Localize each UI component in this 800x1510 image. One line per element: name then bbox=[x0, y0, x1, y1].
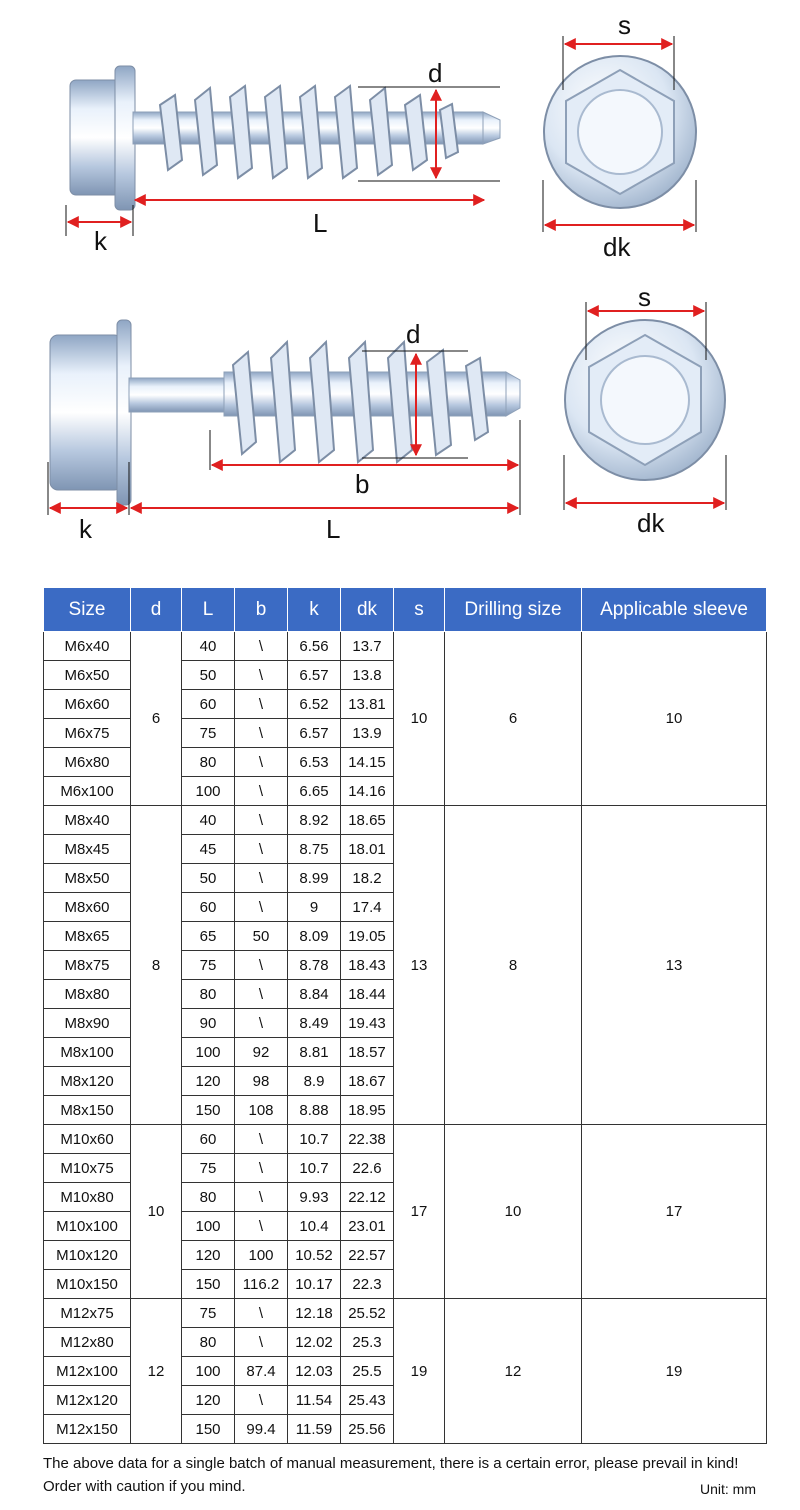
cell-k: 11.59 bbox=[288, 1415, 341, 1444]
cell-applicable-sleeve: 19 bbox=[582, 1299, 767, 1444]
cell-size: M10x150 bbox=[44, 1270, 131, 1299]
header-drilling-size: Drilling size bbox=[445, 588, 582, 632]
cell-drilling-size: 10 bbox=[445, 1125, 582, 1299]
cell-dk: 17.4 bbox=[341, 893, 394, 922]
cell-b: \ bbox=[235, 1009, 288, 1038]
cell-b: \ bbox=[235, 1386, 288, 1415]
cell-k: 6.65 bbox=[288, 777, 341, 806]
cell-k: 11.54 bbox=[288, 1386, 341, 1415]
cell-k: 12.03 bbox=[288, 1357, 341, 1386]
cell-b: 50 bbox=[235, 922, 288, 951]
cell-L: 100 bbox=[182, 1212, 235, 1241]
cell-b: \ bbox=[235, 777, 288, 806]
cell-L: 100 bbox=[182, 1038, 235, 1067]
cell-size: M6x60 bbox=[44, 690, 131, 719]
cell-L: 120 bbox=[182, 1067, 235, 1096]
cell-L: 60 bbox=[182, 1125, 235, 1154]
header-size: Size bbox=[44, 588, 131, 632]
cell-dk: 14.16 bbox=[341, 777, 394, 806]
label-d-top: d bbox=[428, 58, 443, 88]
cell-dk: 25.56 bbox=[341, 1415, 394, 1444]
cell-k: 8.49 bbox=[288, 1009, 341, 1038]
cell-b: \ bbox=[235, 864, 288, 893]
screw-head-view-top bbox=[543, 10, 696, 262]
cell-k: 8.92 bbox=[288, 806, 341, 835]
unit-label: Unit: mm bbox=[700, 1481, 756, 1497]
cell-applicable-sleeve: 10 bbox=[582, 632, 767, 806]
cell-k: 6.56 bbox=[288, 632, 341, 661]
cell-drilling-size: 8 bbox=[445, 806, 582, 1125]
cell-size: M12x150 bbox=[44, 1415, 131, 1444]
cell-size: M8x50 bbox=[44, 864, 131, 893]
label-d-bottom: d bbox=[406, 319, 421, 349]
cell-dk: 22.57 bbox=[341, 1241, 394, 1270]
footnote: The above data for a single batch of manual measurement, there is a certain error, please prevail in kind! Order with caution if you mind. bbox=[43, 1455, 739, 1495]
cell-size: M8x60 bbox=[44, 893, 131, 922]
cell-size: M12x100 bbox=[44, 1357, 131, 1386]
cell-b: 92 bbox=[235, 1038, 288, 1067]
cell-L: 40 bbox=[182, 632, 235, 661]
cell-dk: 25.52 bbox=[341, 1299, 394, 1328]
cell-b: 99.4 bbox=[235, 1415, 288, 1444]
cell-dk: 22.12 bbox=[341, 1183, 394, 1212]
cell-k: 8.9 bbox=[288, 1067, 341, 1096]
cell-d: 10 bbox=[131, 1125, 182, 1299]
cell-applicable-sleeve: 13 bbox=[582, 806, 767, 1125]
cell-size: M12x120 bbox=[44, 1386, 131, 1415]
specification-table bbox=[43, 587, 767, 1444]
cell-s: 19 bbox=[394, 1299, 445, 1444]
cell-L: 50 bbox=[182, 864, 235, 893]
cell-L: 80 bbox=[182, 748, 235, 777]
cell-L: 45 bbox=[182, 835, 235, 864]
cell-dk: 23.01 bbox=[341, 1212, 394, 1241]
cell-k: 8.84 bbox=[288, 980, 341, 1009]
cell-dk: 19.43 bbox=[341, 1009, 394, 1038]
cell-size: M10x120 bbox=[44, 1241, 131, 1270]
cell-dk: 22.38 bbox=[341, 1125, 394, 1154]
cell-k: 10.52 bbox=[288, 1241, 341, 1270]
cell-dk: 25.43 bbox=[341, 1386, 394, 1415]
table-row bbox=[44, 1125, 767, 1154]
cell-b: \ bbox=[235, 893, 288, 922]
cell-drilling-size: 6 bbox=[445, 632, 582, 806]
cell-d: 12 bbox=[131, 1299, 182, 1444]
header-L: L bbox=[182, 588, 235, 632]
cell-k: 8.78 bbox=[288, 951, 341, 980]
cell-dk: 18.44 bbox=[341, 980, 394, 1009]
cell-k: 8.75 bbox=[288, 835, 341, 864]
cell-b: 87.4 bbox=[235, 1357, 288, 1386]
cell-L: 75 bbox=[182, 1299, 235, 1328]
header-dk: dk bbox=[341, 588, 394, 632]
cell-dk: 22.6 bbox=[341, 1154, 394, 1183]
cell-size: M12x80 bbox=[44, 1328, 131, 1357]
screw-dimension-drawings bbox=[0, 0, 800, 580]
screw-side-view-bottom bbox=[48, 319, 520, 544]
cell-size: M6x40 bbox=[44, 632, 131, 661]
cell-b: \ bbox=[235, 661, 288, 690]
cell-size: M10x75 bbox=[44, 1154, 131, 1183]
screw-head-view-bottom bbox=[564, 282, 726, 538]
cell-k: 8.88 bbox=[288, 1096, 341, 1125]
cell-d: 8 bbox=[131, 806, 182, 1125]
cell-size: M6x80 bbox=[44, 748, 131, 777]
cell-dk: 18.67 bbox=[341, 1067, 394, 1096]
cell-dk: 18.57 bbox=[341, 1038, 394, 1067]
cell-b: \ bbox=[235, 1299, 288, 1328]
cell-b: \ bbox=[235, 719, 288, 748]
cell-k: 8.09 bbox=[288, 922, 341, 951]
cell-dk: 25.3 bbox=[341, 1328, 394, 1357]
cell-k: 10.17 bbox=[288, 1270, 341, 1299]
cell-L: 75 bbox=[182, 719, 235, 748]
label-k-bottom: k bbox=[79, 514, 92, 544]
cell-L: 50 bbox=[182, 661, 235, 690]
cell-k: 6.53 bbox=[288, 748, 341, 777]
cell-k: 8.99 bbox=[288, 864, 341, 893]
cell-L: 40 bbox=[182, 806, 235, 835]
label-L-bottom: L bbox=[326, 514, 341, 544]
cell-s: 10 bbox=[394, 632, 445, 806]
cell-size: M8x80 bbox=[44, 980, 131, 1009]
cell-b: \ bbox=[235, 835, 288, 864]
label-dk-bottom: dk bbox=[637, 508, 665, 538]
cell-L: 100 bbox=[182, 1357, 235, 1386]
cell-b: \ bbox=[235, 690, 288, 719]
cell-size: M8x100 bbox=[44, 1038, 131, 1067]
table-body bbox=[44, 632, 767, 1444]
table-row bbox=[44, 806, 767, 835]
cell-size: M10x100 bbox=[44, 1212, 131, 1241]
cell-k: 10.7 bbox=[288, 1154, 341, 1183]
cell-b: \ bbox=[235, 1125, 288, 1154]
cell-k: 6.57 bbox=[288, 661, 341, 690]
cell-L: 100 bbox=[182, 777, 235, 806]
header-applicable-sleeve: Applicable sleeve bbox=[582, 588, 767, 632]
cell-dk: 13.7 bbox=[341, 632, 394, 661]
cell-size: M8x65 bbox=[44, 922, 131, 951]
cell-dk: 18.01 bbox=[341, 835, 394, 864]
cell-applicable-sleeve: 17 bbox=[582, 1125, 767, 1299]
cell-b: \ bbox=[235, 980, 288, 1009]
label-s-top: s bbox=[618, 10, 631, 40]
cell-size: M8x40 bbox=[44, 806, 131, 835]
cell-b: \ bbox=[235, 1154, 288, 1183]
table-row bbox=[44, 1299, 767, 1328]
screw-side-view-top bbox=[66, 58, 500, 256]
cell-L: 60 bbox=[182, 893, 235, 922]
cell-dk: 18.43 bbox=[341, 951, 394, 980]
cell-dk: 13.81 bbox=[341, 690, 394, 719]
cell-dk: 18.95 bbox=[341, 1096, 394, 1125]
cell-k: 12.18 bbox=[288, 1299, 341, 1328]
cell-L: 75 bbox=[182, 1154, 235, 1183]
header-d: d bbox=[131, 588, 182, 632]
cell-L: 80 bbox=[182, 1328, 235, 1357]
cell-dk: 18.65 bbox=[341, 806, 394, 835]
cell-size: M8x90 bbox=[44, 1009, 131, 1038]
cell-k: 10.4 bbox=[288, 1212, 341, 1241]
dimension-diagrams bbox=[0, 0, 800, 580]
label-dk-top: dk bbox=[603, 232, 631, 262]
cell-k: 9 bbox=[288, 893, 341, 922]
cell-size: M10x80 bbox=[44, 1183, 131, 1212]
cell-size: M8x120 bbox=[44, 1067, 131, 1096]
cell-dk: 18.2 bbox=[341, 864, 394, 893]
cell-k: 8.81 bbox=[288, 1038, 341, 1067]
cell-k: 12.02 bbox=[288, 1328, 341, 1357]
cell-k: 10.7 bbox=[288, 1125, 341, 1154]
cell-b: 108 bbox=[235, 1096, 288, 1125]
cell-L: 120 bbox=[182, 1386, 235, 1415]
cell-size: M6x100 bbox=[44, 777, 131, 806]
cell-dk: 13.8 bbox=[341, 661, 394, 690]
cell-b: 98 bbox=[235, 1067, 288, 1096]
header-b: b bbox=[235, 588, 288, 632]
cell-s: 17 bbox=[394, 1125, 445, 1299]
cell-L: 120 bbox=[182, 1241, 235, 1270]
cell-size: M8x150 bbox=[44, 1096, 131, 1125]
cell-size: M8x45 bbox=[44, 835, 131, 864]
cell-dk: 25.5 bbox=[341, 1357, 394, 1386]
cell-L: 75 bbox=[182, 951, 235, 980]
cell-dk: 13.9 bbox=[341, 719, 394, 748]
label-k-top: k bbox=[94, 226, 107, 256]
cell-size: M6x75 bbox=[44, 719, 131, 748]
cell-k: 6.52 bbox=[288, 690, 341, 719]
cell-L: 150 bbox=[182, 1270, 235, 1299]
cell-L: 60 bbox=[182, 690, 235, 719]
label-s-bottom: s bbox=[638, 282, 651, 312]
cell-b: \ bbox=[235, 1212, 288, 1241]
cell-d: 6 bbox=[131, 632, 182, 806]
cell-b: 100 bbox=[235, 1241, 288, 1270]
cell-size: M6x50 bbox=[44, 661, 131, 690]
cell-b: \ bbox=[235, 1183, 288, 1212]
header-s: s bbox=[394, 588, 445, 632]
cell-k: 6.57 bbox=[288, 719, 341, 748]
header-k: k bbox=[288, 588, 341, 632]
cell-L: 80 bbox=[182, 980, 235, 1009]
cell-size: M12x75 bbox=[44, 1299, 131, 1328]
table-row bbox=[44, 632, 767, 661]
cell-dk: 19.05 bbox=[341, 922, 394, 951]
cell-size: M10x60 bbox=[44, 1125, 131, 1154]
cell-b: \ bbox=[235, 632, 288, 661]
label-b-bottom: b bbox=[355, 469, 370, 499]
cell-k: 9.93 bbox=[288, 1183, 341, 1212]
cell-dk: 22.3 bbox=[341, 1270, 394, 1299]
label-L-top: L bbox=[313, 208, 328, 238]
cell-b: \ bbox=[235, 806, 288, 835]
cell-b: \ bbox=[235, 951, 288, 980]
cell-b: \ bbox=[235, 1328, 288, 1357]
cell-b: 116.2 bbox=[235, 1270, 288, 1299]
cell-L: 150 bbox=[182, 1096, 235, 1125]
cell-size: M8x75 bbox=[44, 951, 131, 980]
cell-drilling-size: 12 bbox=[445, 1299, 582, 1444]
cell-L: 65 bbox=[182, 922, 235, 951]
cell-s: 13 bbox=[394, 806, 445, 1125]
cell-L: 150 bbox=[182, 1415, 235, 1444]
cell-L: 90 bbox=[182, 1009, 235, 1038]
cell-dk: 14.15 bbox=[341, 748, 394, 777]
cell-b: \ bbox=[235, 748, 288, 777]
cell-L: 80 bbox=[182, 1183, 235, 1212]
table-header-row bbox=[44, 588, 767, 632]
